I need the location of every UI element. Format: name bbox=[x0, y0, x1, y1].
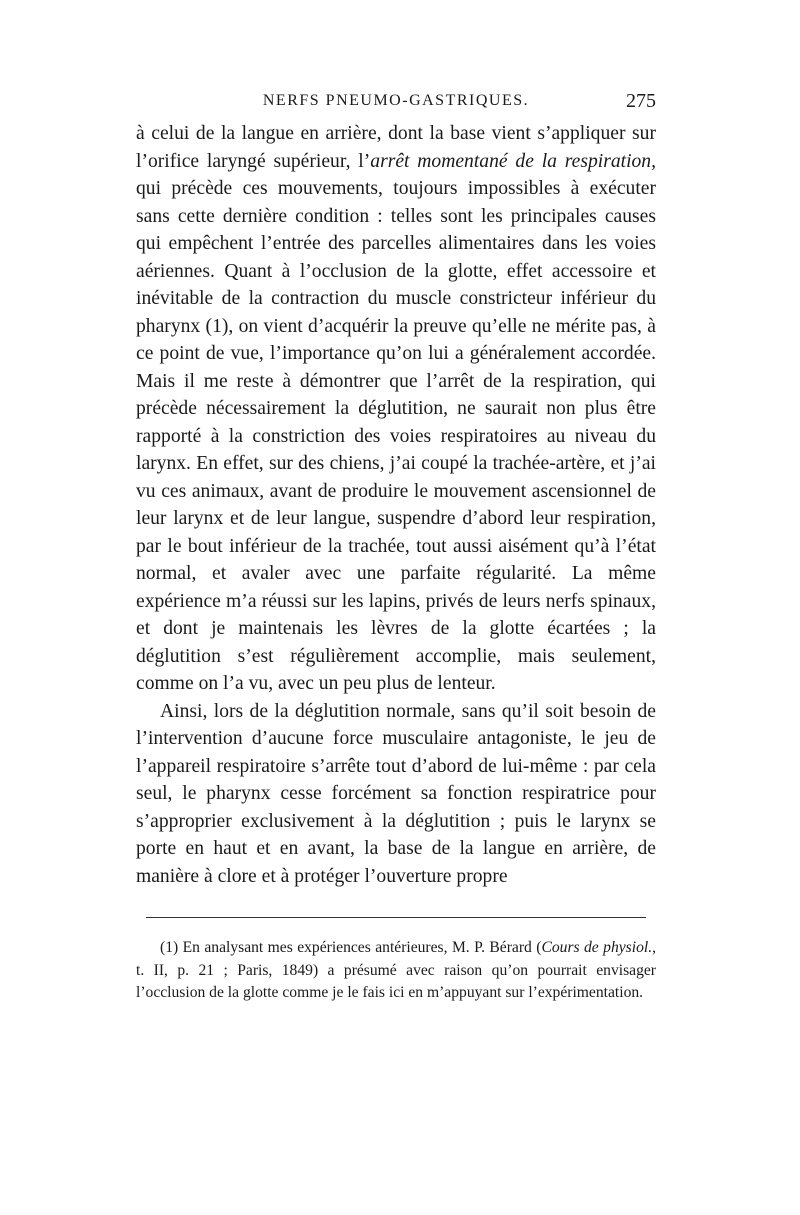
paragraph-1-text-b: qui précède ces mouvements, toujours impossibles à exécuter sans cette dernière condition : telles sont les principales causes qui empêchent l’entrée des parcelles alimentaires dans les voies aériennes. Quant à l’occlusion de la glotte, effet accessoire et inévitable de la contraction du muscle constricteur inférieur du pharynx (1), on vient d’acquérir la preuve qu’elle ne mérite pas, à ce point de vue, l’importance qu’on lui a généralement accordée. Mais il me reste à démontrer que l’arrêt de la respiration, qui précède nécessairement la déglutition, ne saurait non plus être rapporté à la constriction des voies respiratoires au niveau du larynx. En effet, sur des chiens, j’ai coupé la trachée-artère, et j’ai vu ces animaux, avant de produire le mouvement ascensionnel de leur larynx et de leur langue, suspendre d’abord leur respiration, par le bout inférieur de la trachée, tout aussi aisément qu’à l’état normal, et avaler avec une parfaite régularité. La même expérience m’a réussi sur les lapins, privés de leurs nerfs spinaux, et dont je maintenais les lèvres de la glotte écartées ; la déglutition s’est régulièrement accomplie, mais seulement, comme on l’a vu, avec un peu plus de lenteur. bbox=[136, 178, 656, 694]
footnote-rule bbox=[146, 917, 646, 918]
paragraph-1 bbox=[136, 120, 656, 698]
footnote bbox=[136, 937, 656, 1005]
footnote-text-a: (1) En analysant mes expériences antérieures, M. P. Bérard ( bbox=[160, 939, 542, 956]
paragraph-1-italic: arrêt momentané de la respiration, bbox=[370, 150, 657, 172]
body-text bbox=[136, 120, 656, 890]
paragraph-1-text-a: à celui de la langue en arrière, dont la base vient s’appliquer sur l’orifice laryngé supérieur, l’ bbox=[136, 123, 656, 172]
running-head bbox=[136, 92, 656, 118]
paragraph-2: Ainsi, lors de la déglutition normale, sans qu’il soit besoin de l’intervention d’aucune force musculaire antagoniste, le jeu de l’appareil respiratoire s’arrête tout d’abord de lui-même : par cela seul, le pharynx cesse forcément sa fonction respiratrice pour s’approprier exclusivement à la déglutition ; puis le larynx se porte en haut et en avant, la base de la langue en arrière, de manière à clore et à protéger l’ouverture propre bbox=[136, 700, 656, 887]
footnote-italic: Cours de physiol. bbox=[541, 939, 653, 956]
page-number: 275 bbox=[626, 90, 656, 112]
footnote-text-b: , t. II, p. 21 ; Paris, 1849) a présumé avec raison qu’on pourrait envisager l’occlusion de la glotte comme je le fais ici en m’appuyant sur l’expérimentation. bbox=[136, 939, 657, 1001]
running-title: NERFS PNEUMO-GASTRIQUES. bbox=[262, 92, 530, 109]
